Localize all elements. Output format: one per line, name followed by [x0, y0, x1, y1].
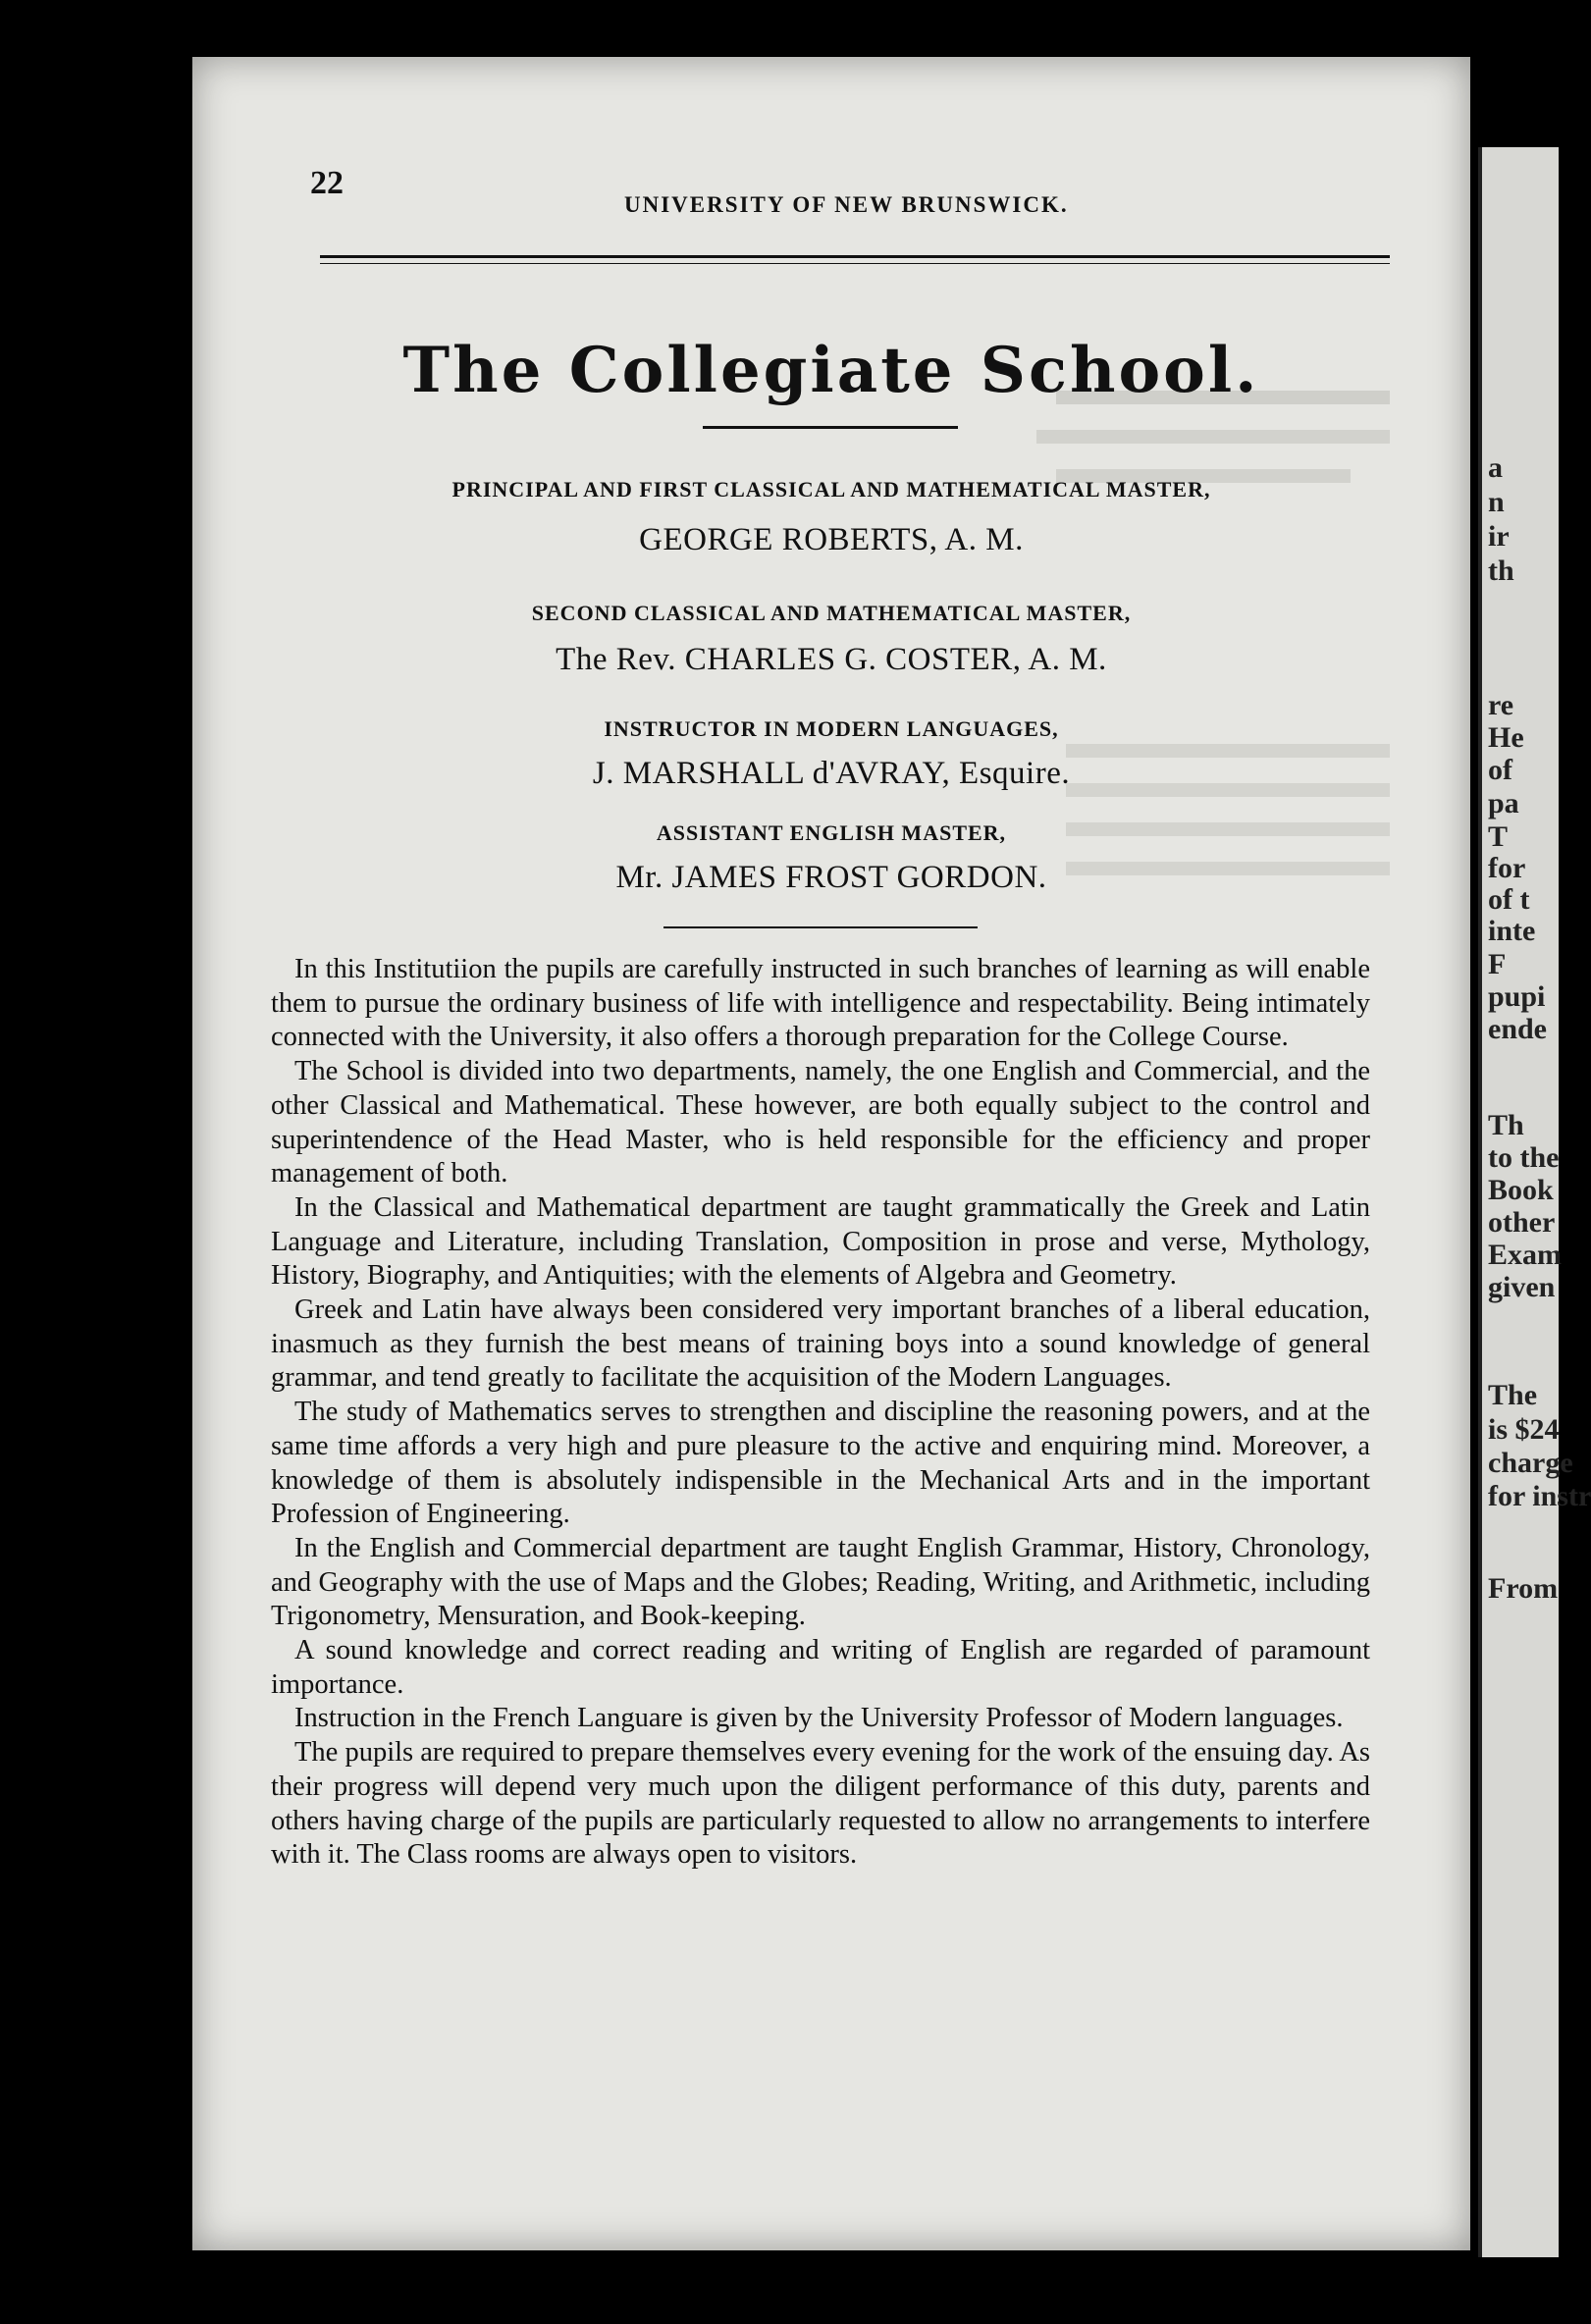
facing-fragment: a [1488, 451, 1503, 484]
facing-fragment: Th [1488, 1109, 1524, 1141]
facing-fragment: to the [1488, 1141, 1560, 1174]
header-rule-thin [320, 263, 1390, 264]
document-page [192, 57, 1470, 2250]
facing-fragment: T [1488, 820, 1509, 853]
facing-fragment: F [1488, 948, 1507, 980]
title-rule [703, 426, 958, 429]
facing-fragment: From [1488, 1572, 1559, 1605]
paragraph: The pupils are required to prepare themselves every evening for the work of the ensuing day. As their progress will depend very much upon the diligent performance of this duty, parents and others having charge of the pupils are particularly requested to allow no arrangements to interfere with it. The Class rooms are always open to visitors. [271, 1737, 1370, 1871]
facing-fragment: n [1488, 486, 1505, 518]
staff-name-assistant: Mr. JAMES FROST GORDON. [615, 860, 1047, 895]
facing-fragment: re [1488, 689, 1514, 721]
staff-name-principal: GEORGE ROBERTS, A. M. [639, 522, 1024, 557]
bleed-through-mark [1036, 430, 1390, 444]
facing-fragment: Book [1488, 1174, 1554, 1206]
staff-role-languages: INSTRUCTOR IN MODERN LANGUAGES, [604, 716, 1059, 741]
facing-fragment: is $24 [1488, 1413, 1560, 1446]
paragraph: The School is divided into two departments, namely, the one English and Commercial, and the other Classical and Mathematical. These however, are both equally subject to the control and superintendence of the Head Master, who is held responsible for the efficiency and proper management of both. [271, 1056, 1370, 1189]
facing-fragment: of t [1488, 883, 1530, 916]
facing-page-edge [1478, 147, 1591, 2257]
paragraph: Instruction in the French Languare is given by the University Professor of Modern languages. [294, 1703, 1344, 1734]
school-title: The Collegiate School. [402, 334, 1260, 407]
page-number: 22 [310, 165, 344, 201]
paragraph: In this Institutiion the pupils are carefully instructed in such branches of learning as will enable them to pursue the ordinary business of life with intelligence and respectability. Being intimately connected with the University, it also offers a thorough preparation for the College Course. [271, 954, 1370, 1053]
paragraph: Greek and Latin have always been considered very important branches of a liberal education, inasmuch as they furnish the best means of training boys into a sound knowledge of general grammar, and tend greatly to facilitate the acquisition of the Modern Languages. [271, 1294, 1370, 1394]
facing-fragment: other [1488, 1206, 1556, 1239]
facing-fragment: for instr [1488, 1480, 1591, 1512]
staff-name-second-master: The Rev. CHARLES G. COSTER, A. M. [556, 642, 1107, 677]
facing-fragment: pa [1488, 787, 1519, 819]
facing-fragment: given [1488, 1271, 1556, 1303]
facing-fragment: charge [1488, 1447, 1573, 1479]
staff-name-languages: J. MARSHALL d'AVRAY, Esquire. [592, 756, 1071, 791]
paragraph: A sound knowledge and correct reading and writing of English are regarded of paramount importance. [271, 1635, 1370, 1700]
facing-fragment: th [1488, 555, 1514, 587]
facing-fragment: He [1488, 721, 1524, 754]
paragraph: The study of Mathematics serves to strengthen and discipline the reasoning powers, and at the same time affords a very high and pure pleasure to the active and enquiring mind. Moreover, a knowledge of them is absolutely indispensible in the Mechanical Arts and in the important Profession of Engineering. [271, 1397, 1370, 1530]
paragraph: In the English and Commercial department are taught English Grammar, History, Chronology, and Geography with the use of Maps and the Globes; Reading, Writing, and Arithmetic, including Trigonometry, Mensuration, and Book-keeping. [271, 1532, 1370, 1632]
section-rule [663, 926, 978, 928]
facing-fragment: Exam [1488, 1239, 1562, 1271]
header-rule [320, 255, 1390, 258]
facing-fragment: The [1488, 1379, 1538, 1411]
running-head: UNIVERSITY OF NEW BRUNSWICK. [624, 192, 1069, 217]
staff-role-principal: PRINCIPAL AND FIRST CLASSICAL AND MATHEMATICAL MASTER, [451, 477, 1211, 502]
staff-role-second-master: SECOND CLASSICAL AND MATHEMATICAL MASTER, [531, 601, 1132, 625]
facing-fragment: pupi [1488, 980, 1546, 1013]
facing-fragment: ende [1488, 1013, 1547, 1045]
facing-fragment: for [1488, 852, 1526, 884]
facing-fragment: inte [1488, 915, 1536, 947]
paragraph: In the Classical and Mathematical department are taught grammatically the Greek and Latin Language and Literature, including Translation, Composition in prose and verse, Mythology, History, Biography, and Antiquities; with the elements of Algebra and Geometry. [271, 1191, 1370, 1292]
body-text [271, 953, 1370, 1873]
facing-fragment: ir [1488, 520, 1510, 553]
facing-fragment: of [1488, 754, 1512, 786]
staff-role-assistant: ASSISTANT ENGLISH MASTER, [656, 820, 1007, 845]
